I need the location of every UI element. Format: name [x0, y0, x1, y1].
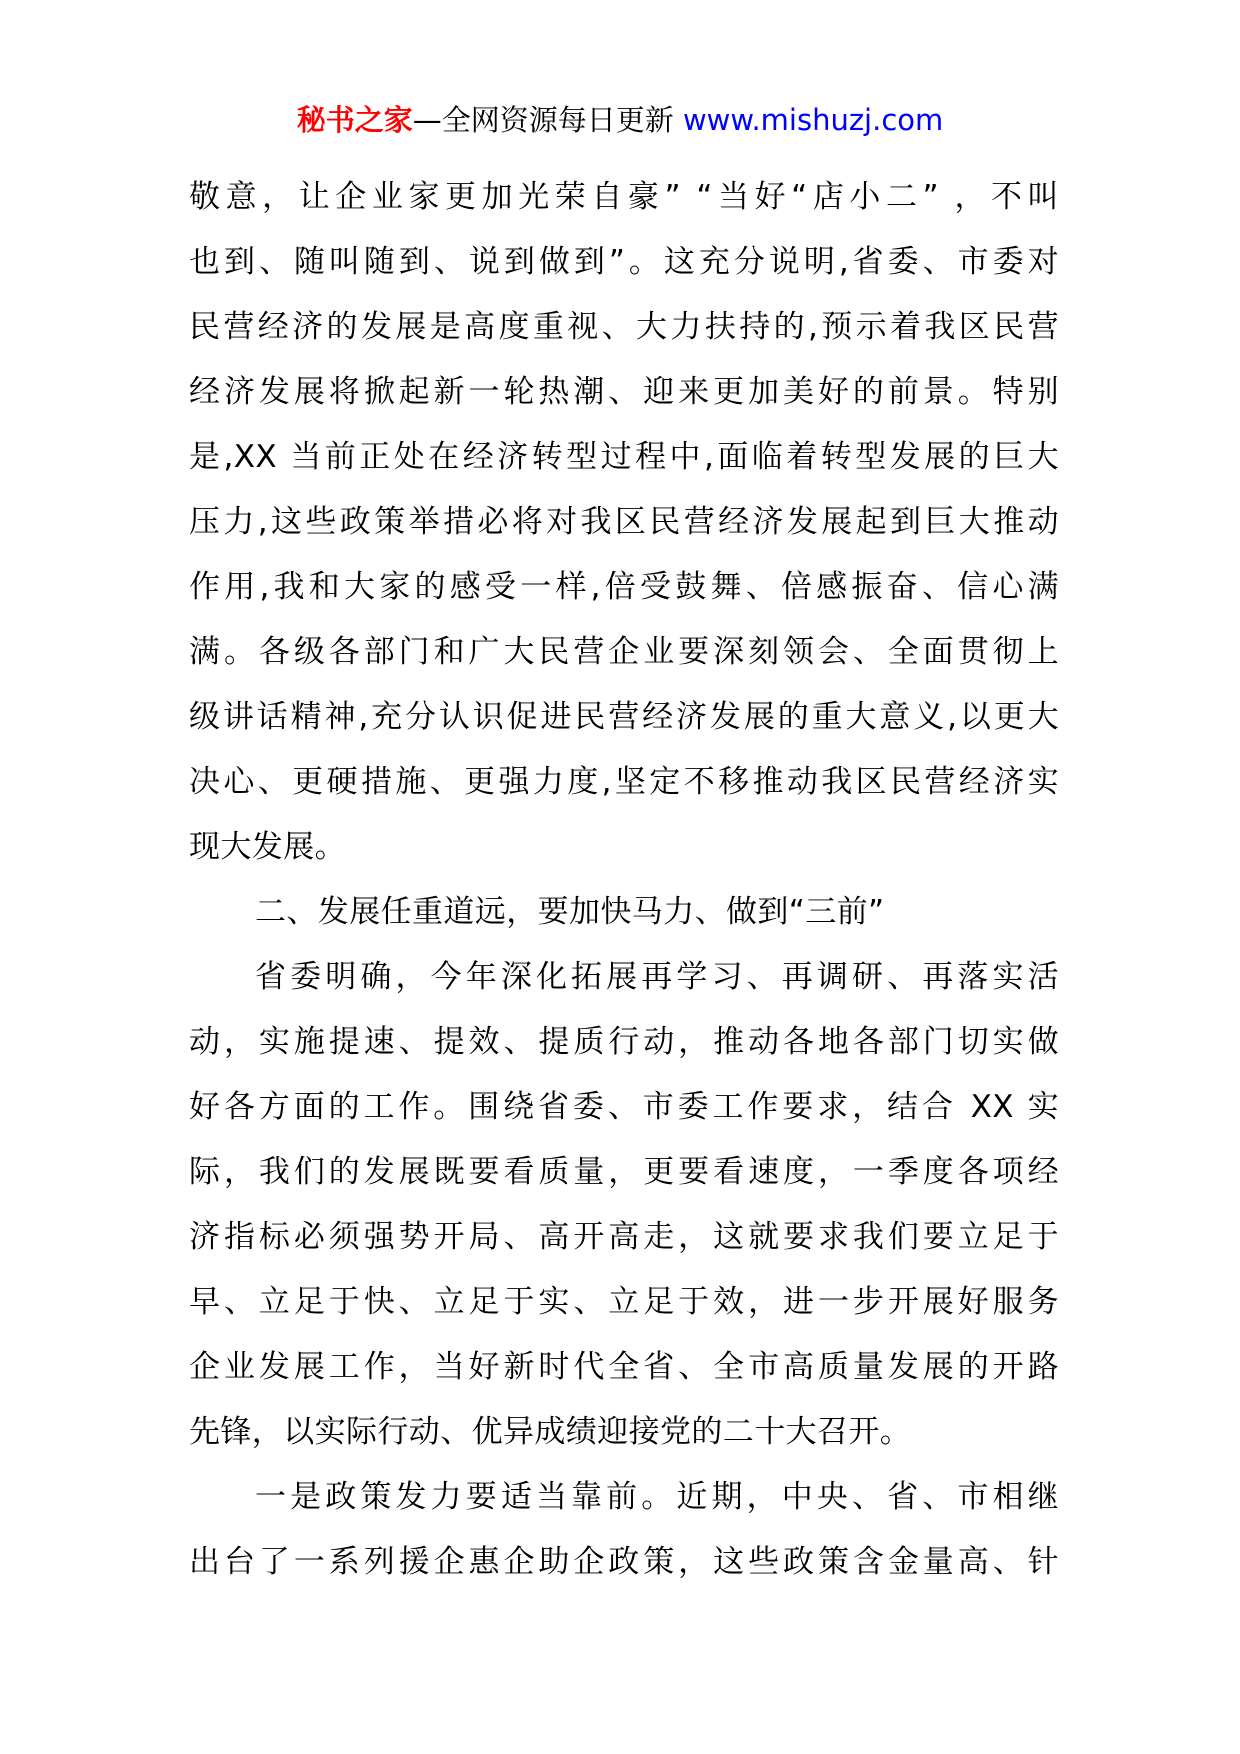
paragraph-line: 敬意，让企业家更加光荣自豪” “当好“店小二” ，不叫: [189, 179, 1059, 215]
paragraph-line: 省委明确，今年深化拓展再学习、再调研、再落实活: [255, 959, 1059, 995]
paragraph-line: 也到、随叫随到、说到做到”。这充分说明,省委、市委对: [189, 244, 1059, 280]
paragraph-line: 动，实施提速、提效、提质行动，推动各地各部门切实做: [189, 1024, 1059, 1060]
paragraph-line: 际，我们的发展既要看质量，更要看速度，一季度各项经: [189, 1154, 1059, 1190]
header-brand: 秘书之家: [296, 103, 413, 137]
section-heading: 二、发展任重道远，要加快马力、做到“三前”: [255, 894, 885, 930]
header-url-link[interactable]: www.mishuzj.com: [682, 103, 944, 137]
paragraph-line: 济指标必须强势开局、高开高走，这就要求我们要立足于: [189, 1219, 1059, 1255]
paragraph-line: 现大发展。: [189, 829, 346, 865]
paragraph-line: 出台了一系列援企惠企助企政策，这些政策含金量高、针: [189, 1544, 1059, 1580]
paragraph-line: 一是政策发力要适当靠前。近期，中央、省、市相继: [255, 1479, 1059, 1515]
document-body: [189, 165, 1059, 1595]
paragraph-line: 作用,我和大家的感受一样,倍受鼓舞、倍感振奋、信心满: [189, 569, 1059, 605]
paragraph-line: 级讲话精神,充分认识促进民营经济发展的重大意义,以更大: [189, 699, 1059, 735]
paragraph-line: 是,XX 当前正处在经济转型过程中,面临着转型发展的巨大: [189, 439, 1059, 475]
paragraph-line: 满。各级各部门和广大民营企业要深刻领会、全面贯彻上: [189, 634, 1059, 670]
paragraph-line: 经济发展将掀起新一轮热潮、迎来更加美好的前景。特别: [189, 374, 1059, 410]
paragraph-line: 压力,这些政策举措必将对我区民营经济发展起到巨大推动: [189, 504, 1059, 540]
header-slogan: —全网资源每日更新: [412, 103, 683, 137]
paragraph-line: 决心、更硬措施、更强力度,坚定不移推动我区民营经济实: [189, 764, 1059, 800]
page-header: [0, 100, 1240, 140]
paragraph-line: 企业发展工作，当好新时代全省、全市高质量发展的开路: [189, 1349, 1059, 1385]
paragraph-line: 早、立足于快、立足于实、立足于效，进一步开展好服务: [189, 1284, 1059, 1320]
paragraph-line: 先锋，以实际行动、优异成绩迎接党的二十大召开。: [189, 1414, 912, 1450]
paragraph-line: 好各方面的工作。围绕省委、市委工作要求，结合 XX 实: [189, 1089, 1059, 1125]
paragraph-line: 民营经济的发展是高度重视、大力扶持的,预示着我区民营: [189, 309, 1059, 345]
